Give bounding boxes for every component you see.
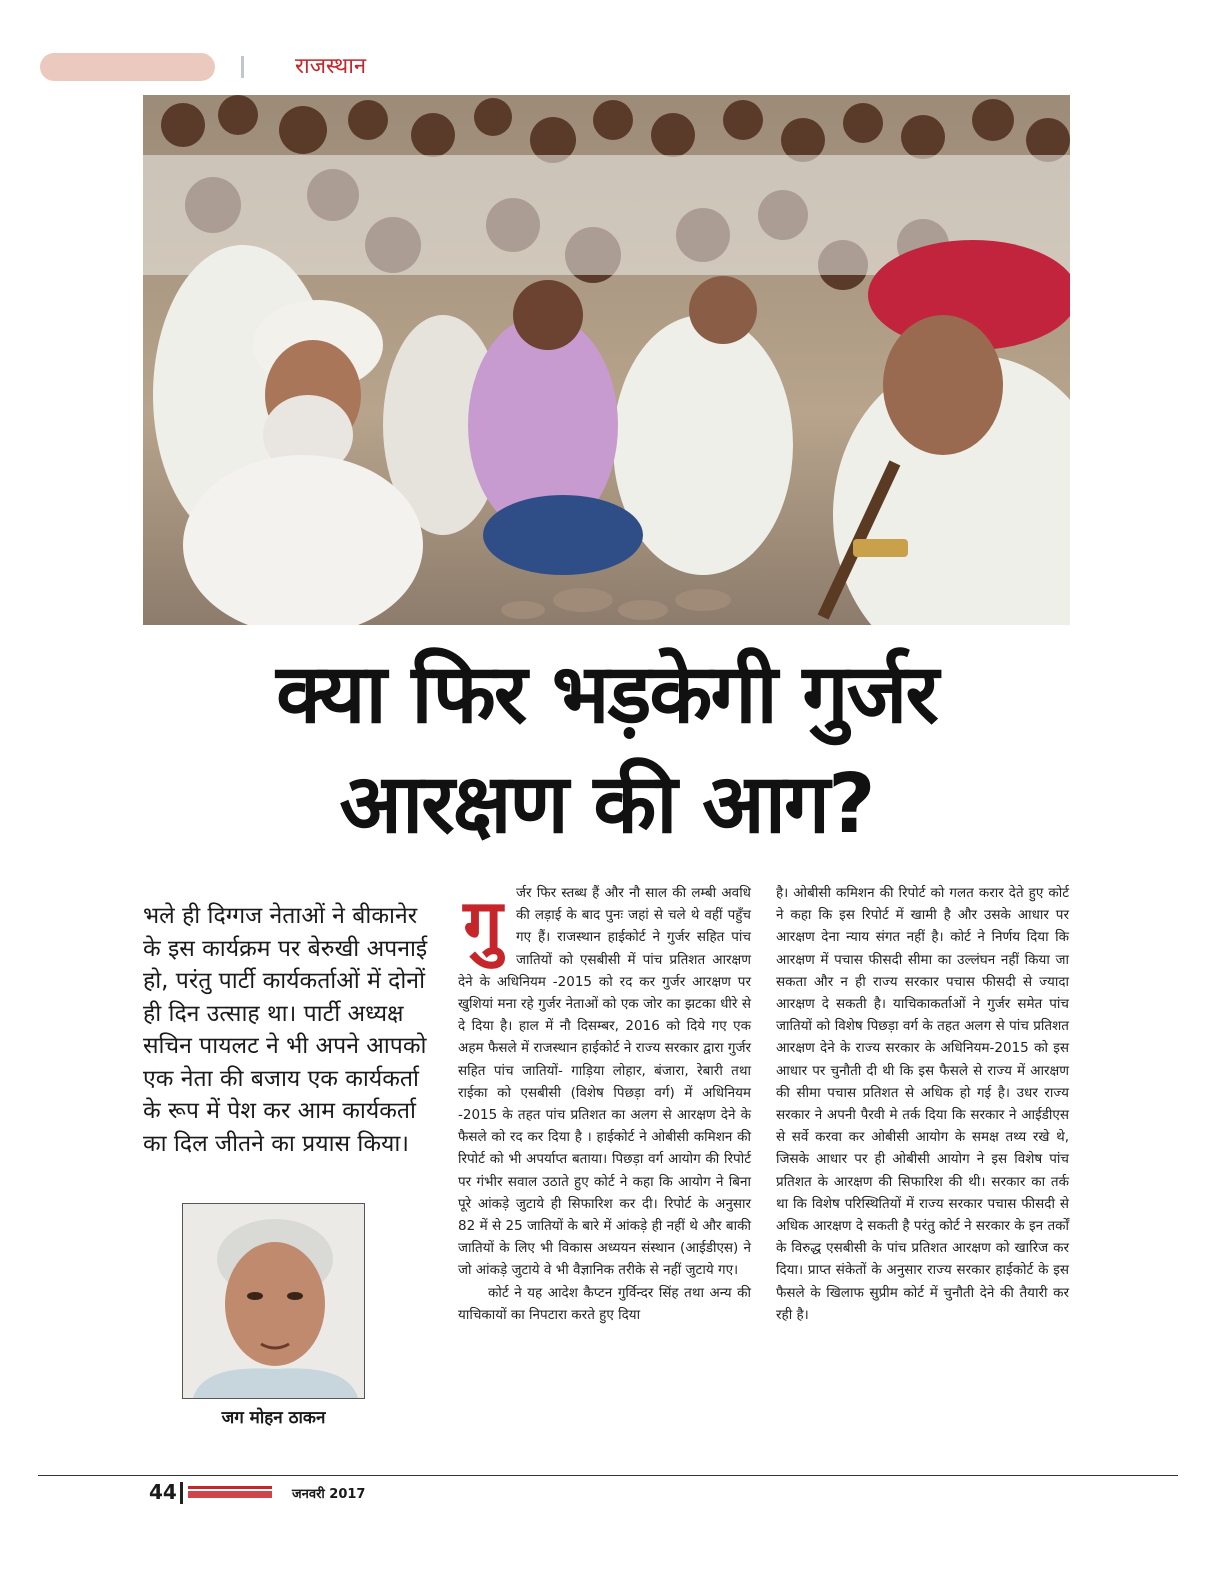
article-column-2 (458, 882, 751, 1326)
headline-line-1: क्या फिर भड़केगी गुर्जर (276, 647, 937, 742)
protest-crowd-photo (143, 95, 1070, 625)
author-name: जग मोहन ठाकन (221, 1408, 326, 1428)
article-column-3 (776, 882, 1069, 1326)
magazine-logo (188, 1484, 272, 1500)
article-paragraph: कोर्ट ने यह आदेश कैप्टन गुर्विन्दर सिंह तथा अन्य की याचिकायों का निपटारा करते हुए दिया (458, 1284, 751, 1323)
pull-quote: भले ही दिग्गज नेताओं ने बीकानेर के इस कार्यक्रम पर बेरुखी अपनाई हो, परंतु पार्टी कार्यकर्ताओं में दोनों ही दिन उत्साह था। पार्टी अध्यक्ष सचिन पायलट ने भी अपने आपको एक नेता की बजाय एक कार्यकर्ता के रूप में पेश कर आम कार्यकर्ता का दिल जीतने का प्रयास किया। (143, 903, 428, 1157)
footer-divider (180, 1482, 183, 1504)
article-headline (143, 640, 1070, 860)
page-number: 44 (149, 1480, 177, 1504)
section-tab-decoration (40, 53, 215, 81)
article-paragraph: र्जर फिर स्तब्ध हैं और नौ साल की लम्बी अवधि की लड़ाई के बाद पुनः जहां से चले थे वहीं पहुँच गए हैं। राजस्थान हाईकोर्ट ने गुर्जर सहित पांच जातियों को एसबीसी में पांच प्रतिशत आरक्षण देने के अधिनियम -2015 को रद कर गुर्जर आरक्षण पर खुशियां मना रहे गुर्जर नेताओं को एक जोर का झटका धीरे से दे दिया है। हाल में नौ दिसम्बर, 2016 को दिये गए एक अहम फैसले में राजस्थान हाईकोर्ट ने राज्य सरकार द्वारा गुर्जर सहित पांच जातियों- गाड़िया लोहार, बंजारा, रेबारी तथा राईका को एसबीसी (विशेष पिछड़ा वर्ग) में अधिनियम -2015 के तहत पांच प्रतिशत का अलग से आरक्षण देने के फैसले को रद कर दिया है । हाईकोर्ट ने ओबीसी कमिशन की रिपोर्ट को भी अपर्याप्त बताया। पिछड़ा वर्ग आयोग की रिपोर्ट पर गंभीर सवाल उठाते हुए कोर्ट ने कहा कि आयोग ने बिना पूरे आंकड़े जुटाये ही सिफारिश कर दी। रिपोर्ट के अनुसार 82 में से 25 जातियों के बारे में आंकड़े ही नहीं थे और बाकी जातियों के लिए भी विकास अध्ययन संस्थान (आईडीएस) ने जो आंकड़े जुटाये वे भी वैज्ञानिक तरीके से नहीं जुटाये गए। (458, 885, 751, 1279)
headline-line-2: आरक्षण की आग? (339, 757, 874, 852)
issue-date: जनवरी 2017 (292, 1487, 366, 1502)
drop-cap: गु (463, 884, 503, 966)
article-paragraph: है। ओबीसी कमिशन की रिपोर्ट को गलत करार देते हुए कोर्ट ने कहा कि इस रिपोर्ट में खामी है और उसके आधार पर आरक्षण देना न्याय संगत नहीं है। कोर्ट ने निर्णय दिया कि आरक्षण में पचास फीसदी सीमा का उल्लंघन नहीं किया जा सकता और न ही राज्य सरकार पचास फीसदी से ज्यादा आरक्षण दे सकती है। याचिकाकर्ताओं ने गुर्जर समेत पांच जातियों को विशेष पिछड़ा वर्ग के तहत अलग से पांच प्रतिशत आरक्षण देने के राज्य सरकार के अधिनियम-2015 को इस आधार पर चुनौती दी थी कि इस फैसले से राज्य में आरक्षण की सीमा पचास प्रतिशत से अधिक हो गई है। उधर राज्य सरकार ने अपनी पैरवी मे तर्क दिया कि सरकार ने आईडीएस से सर्वे करवा कर ओबीसी आयोग के समक्ष तथ्य रखे थे, जिसके आधार पर ही ओबीसी आयोग ने इस विशेष पांच प्रतिशत के आरक्षण की सिफारिश की थी। सरकार का तर्क था कि विशेष परिस्थितियों में राज्य सरकार पचास फीसदी से अधिक आरक्षण दे सकती है परंतु कोर्ट ने सरकार के इन तर्कों के विरुद्ध एसबीसी के पांच प्रतिशत आरक्षण को खारिज कर दिया। प्राप्त संकेतों के अनुसार राज्य सरकार हाईकोर्ट के इस फैसले के खिलाफ सुप्रीम कोर्ट में चुनौती देने की तैयारी कर रही है। (776, 885, 1069, 1323)
footer-rule (38, 1475, 1178, 1476)
section-label: राजस्थान (295, 54, 367, 79)
header-divider (241, 56, 244, 78)
author-photo (182, 1203, 365, 1399)
